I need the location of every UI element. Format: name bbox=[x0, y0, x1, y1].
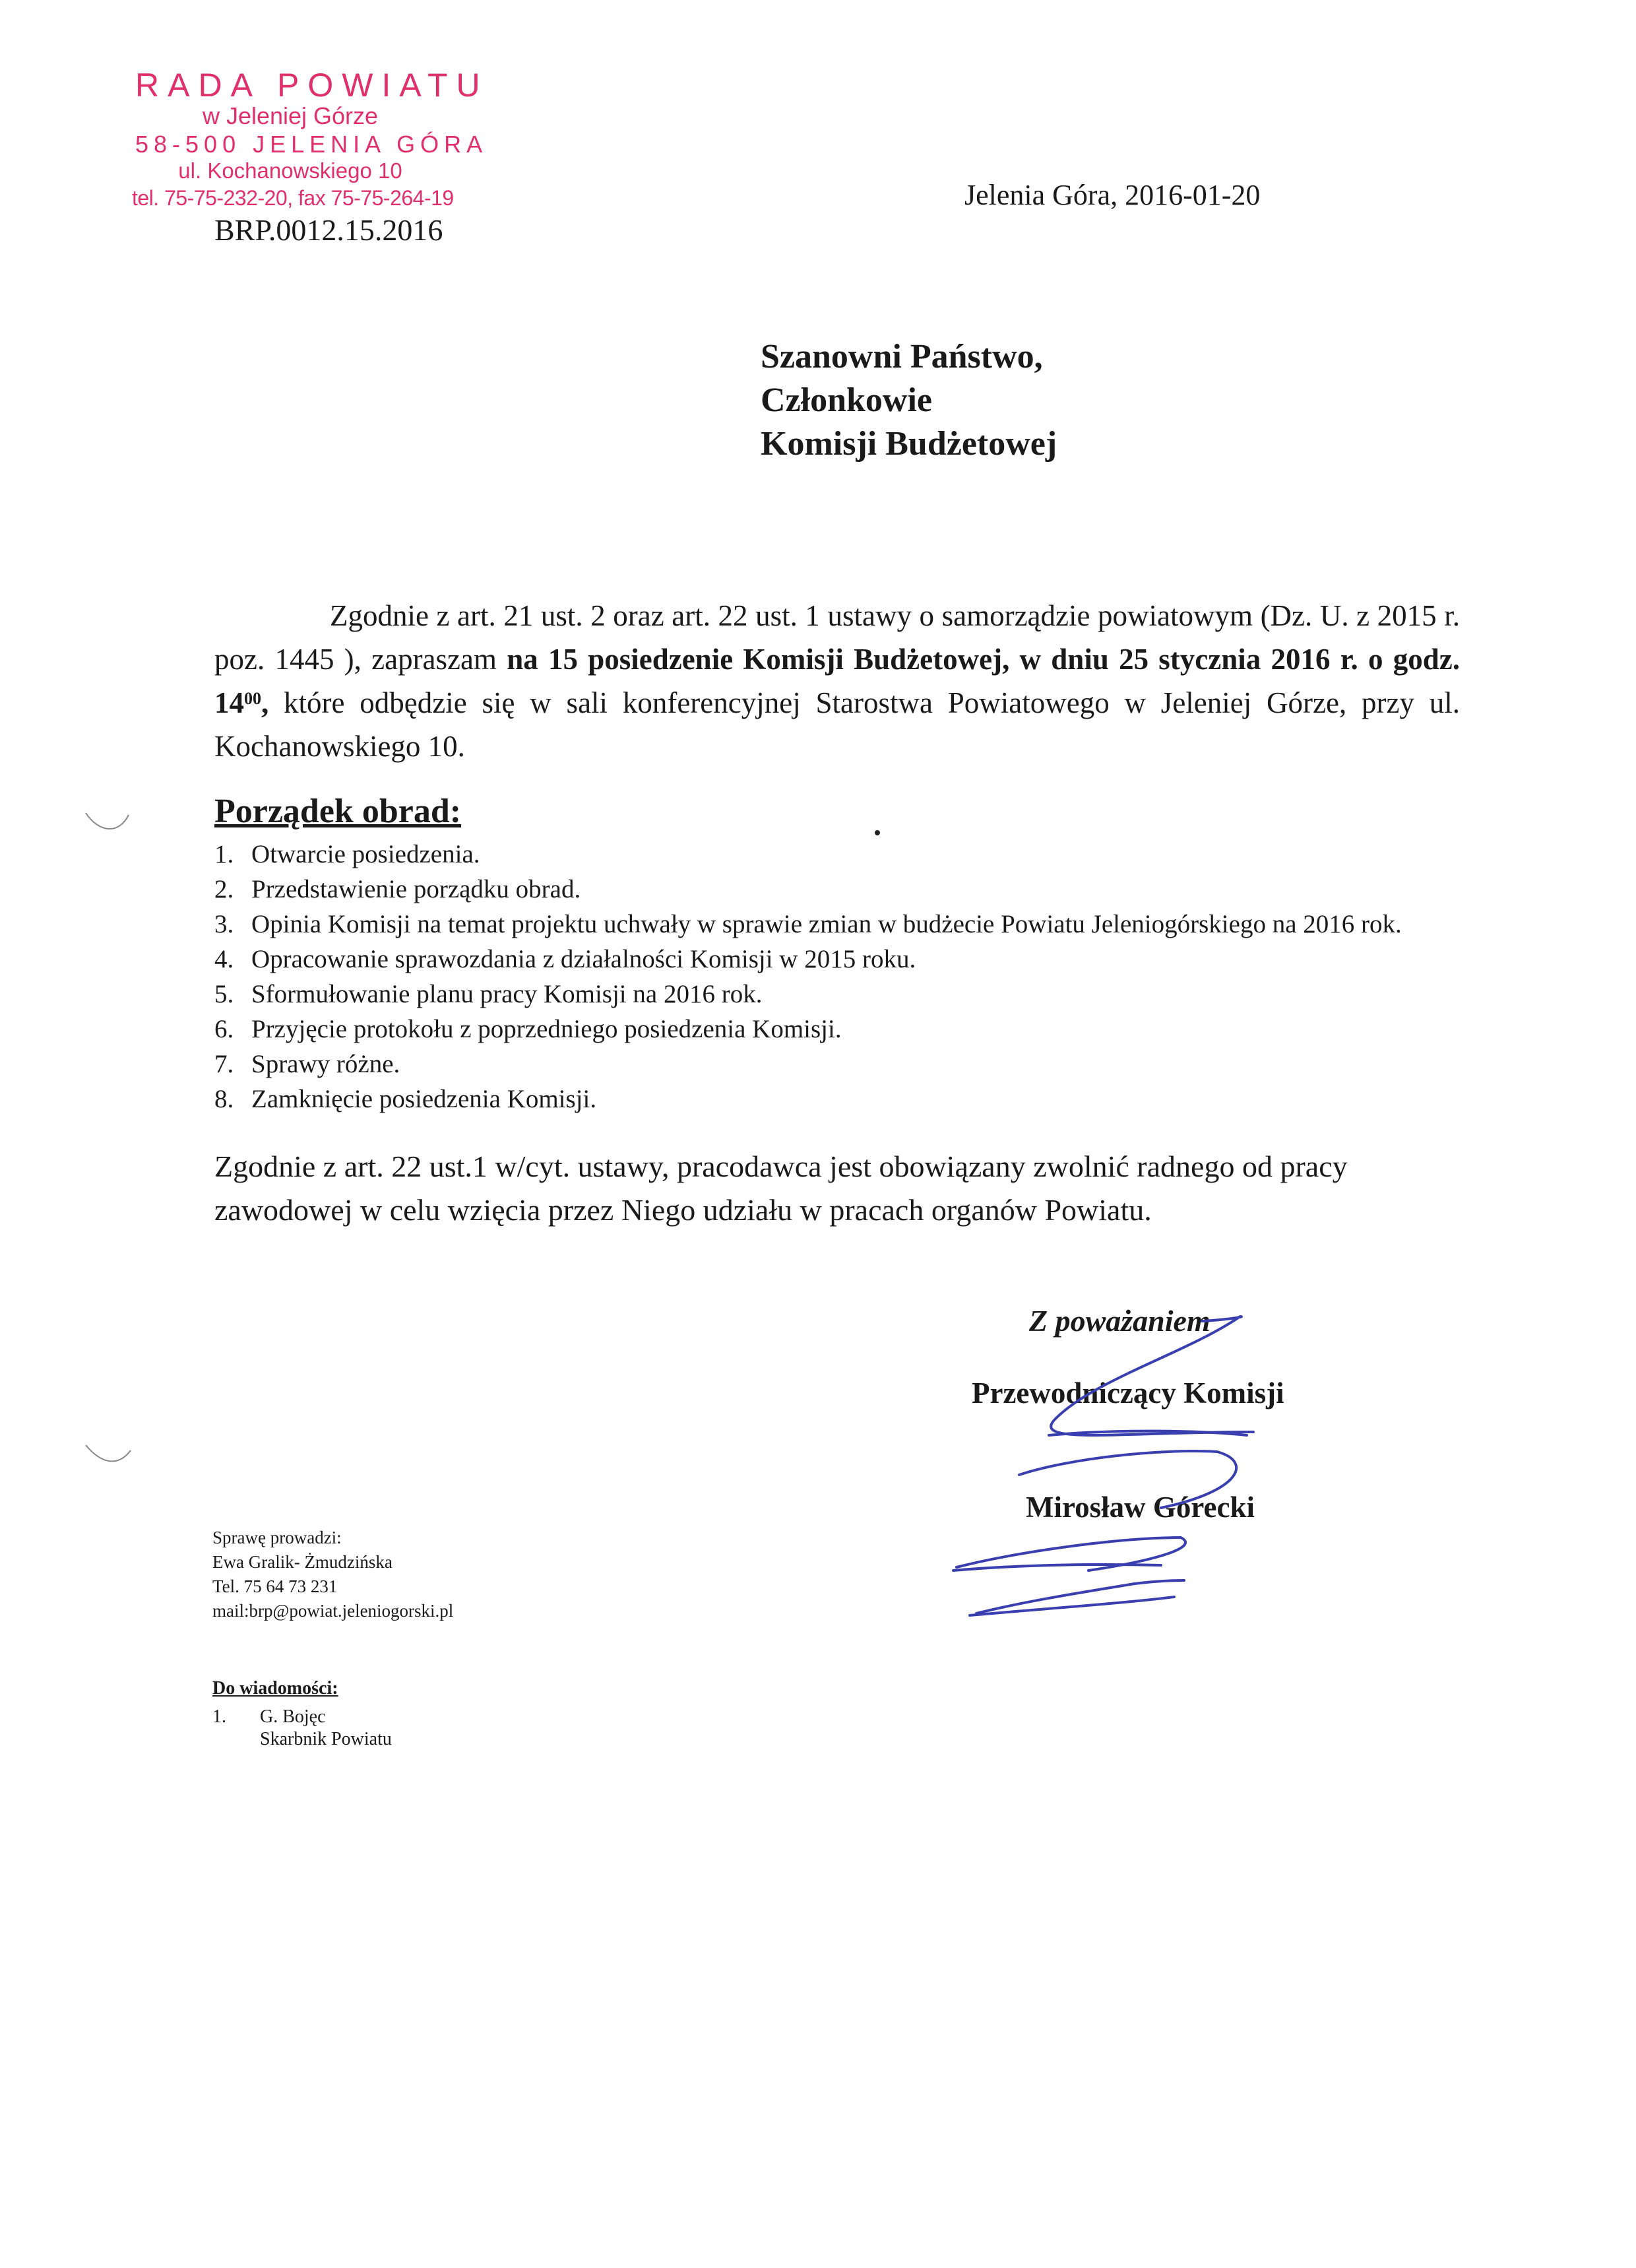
salutation-line-1: Szanowni Państwo, bbox=[761, 338, 1043, 375]
notice-title: Do wiadomości: bbox=[212, 1678, 338, 1699]
contact-person: Ewa Gralik- Żmudzińska bbox=[212, 1552, 393, 1572]
list-item-number: 4. bbox=[214, 945, 234, 973]
stamp-line-phone: tel. 75-75-232-20, fax 75-75-264-19 bbox=[132, 186, 454, 210]
stamp-line-postcode: 58-500 JELENIA GÓRA bbox=[135, 131, 488, 158]
contact-email: mail:brp@powiat.jeleniogorski.pl bbox=[212, 1601, 454, 1621]
list-item-number: 6. bbox=[214, 1015, 234, 1043]
list-item-text: Przedstawienie porządku obrad. bbox=[251, 875, 581, 903]
list-item-number: 2. bbox=[214, 875, 234, 903]
list-item-number: 8. bbox=[214, 1085, 234, 1113]
contact-label: Sprawę prowadzi: bbox=[212, 1528, 342, 1547]
list-item-text: Otwarcie posiedzenia. bbox=[251, 840, 480, 868]
regards-text: Z poważaniem bbox=[1029, 1304, 1211, 1338]
intro-text-2: które odbędzie się w sali konferencyjnej Starostwa Powiatowego w Jeleniej Górze, przy ul. Kochanowskiego 10. bbox=[214, 686, 1460, 763]
intro-bold-comma: , bbox=[261, 686, 269, 719]
salutation-line-3: Komisji Budżetowej bbox=[761, 425, 1057, 463]
list-item-text: Opracowanie sprawozdania z działalności Komisji w 2015 roku. bbox=[251, 945, 916, 973]
list-item-text: Sprawy różne. bbox=[251, 1050, 400, 1078]
notice-name: G. Bojęc bbox=[260, 1706, 326, 1727]
list-item-text: Zamknięcie posiedzenia Komisji. bbox=[251, 1085, 597, 1113]
chair-title: Przewodniczący Komisji bbox=[972, 1377, 1284, 1409]
intro-bold-meeting: na 15 posiedzenie Komisji Budżetowej, w dniu 25 stycznia 2016 r. o godz. 14 bbox=[214, 643, 1460, 719]
salutation-line-2: Członkowie bbox=[761, 381, 932, 419]
reference-number: BRP.0012.15.2016 bbox=[214, 213, 443, 247]
contact-block bbox=[212, 1526, 453, 1623]
contact-phone: Tel. 75 64 73 231 bbox=[212, 1576, 338, 1596]
list-item-number: 7. bbox=[214, 1050, 234, 1078]
stamp-line-city: w Jeleniej Górze bbox=[202, 102, 379, 129]
notice-item bbox=[212, 1704, 326, 1729]
agenda-title: Porządek obrad: bbox=[214, 793, 462, 830]
intro-time-superscript: 00 bbox=[244, 689, 261, 708]
list-item-text: Przyjęcie protokołu z poprzedniego posiedzenia Komisji. bbox=[251, 1015, 842, 1043]
notice-number: 1. bbox=[212, 1706, 226, 1727]
list-item-text: Sformułowanie planu pracy Komisji na 2016 rok. bbox=[251, 980, 763, 1008]
intro-text-1: Zgodnie z art. 21 ust. 2 oraz art. 22 ust. 1 ustawy o samorządzie powiatowym (Dz. U. z 2015 r. poz. 1445 ), zapraszam bbox=[214, 599, 1460, 676]
closing-paragraph: Zgodnie z art. 22 ust.1 w/cyt. ustawy, pracodawca jest obowiązany zwolnić radnego od pracy zawodowej w celu wzięcia przez Niego udziału w pracach organów Powiatu. bbox=[214, 1150, 1348, 1227]
stamp-line-council: RADA POWIATU bbox=[135, 67, 489, 104]
list-item-number: 1. bbox=[214, 840, 234, 868]
chair-name: Mirosław Górecki bbox=[1026, 1491, 1255, 1524]
stamp-line-street: ul. Kochanowskiego 10 bbox=[178, 158, 402, 183]
list-item-number: 3. bbox=[214, 910, 234, 938]
notice-role: Skarbnik Powiatu bbox=[260, 1729, 392, 1749]
list-item-text: Opinia Komisji na temat projektu uchwały w sprawie zmian w budżecie Powiatu Jeleniogórskiego na 2016 rok. bbox=[251, 910, 1402, 938]
letter-date: Jelenia Góra, 2016-01-20 bbox=[964, 179, 1261, 211]
list-item-number: 5. bbox=[214, 980, 234, 1008]
